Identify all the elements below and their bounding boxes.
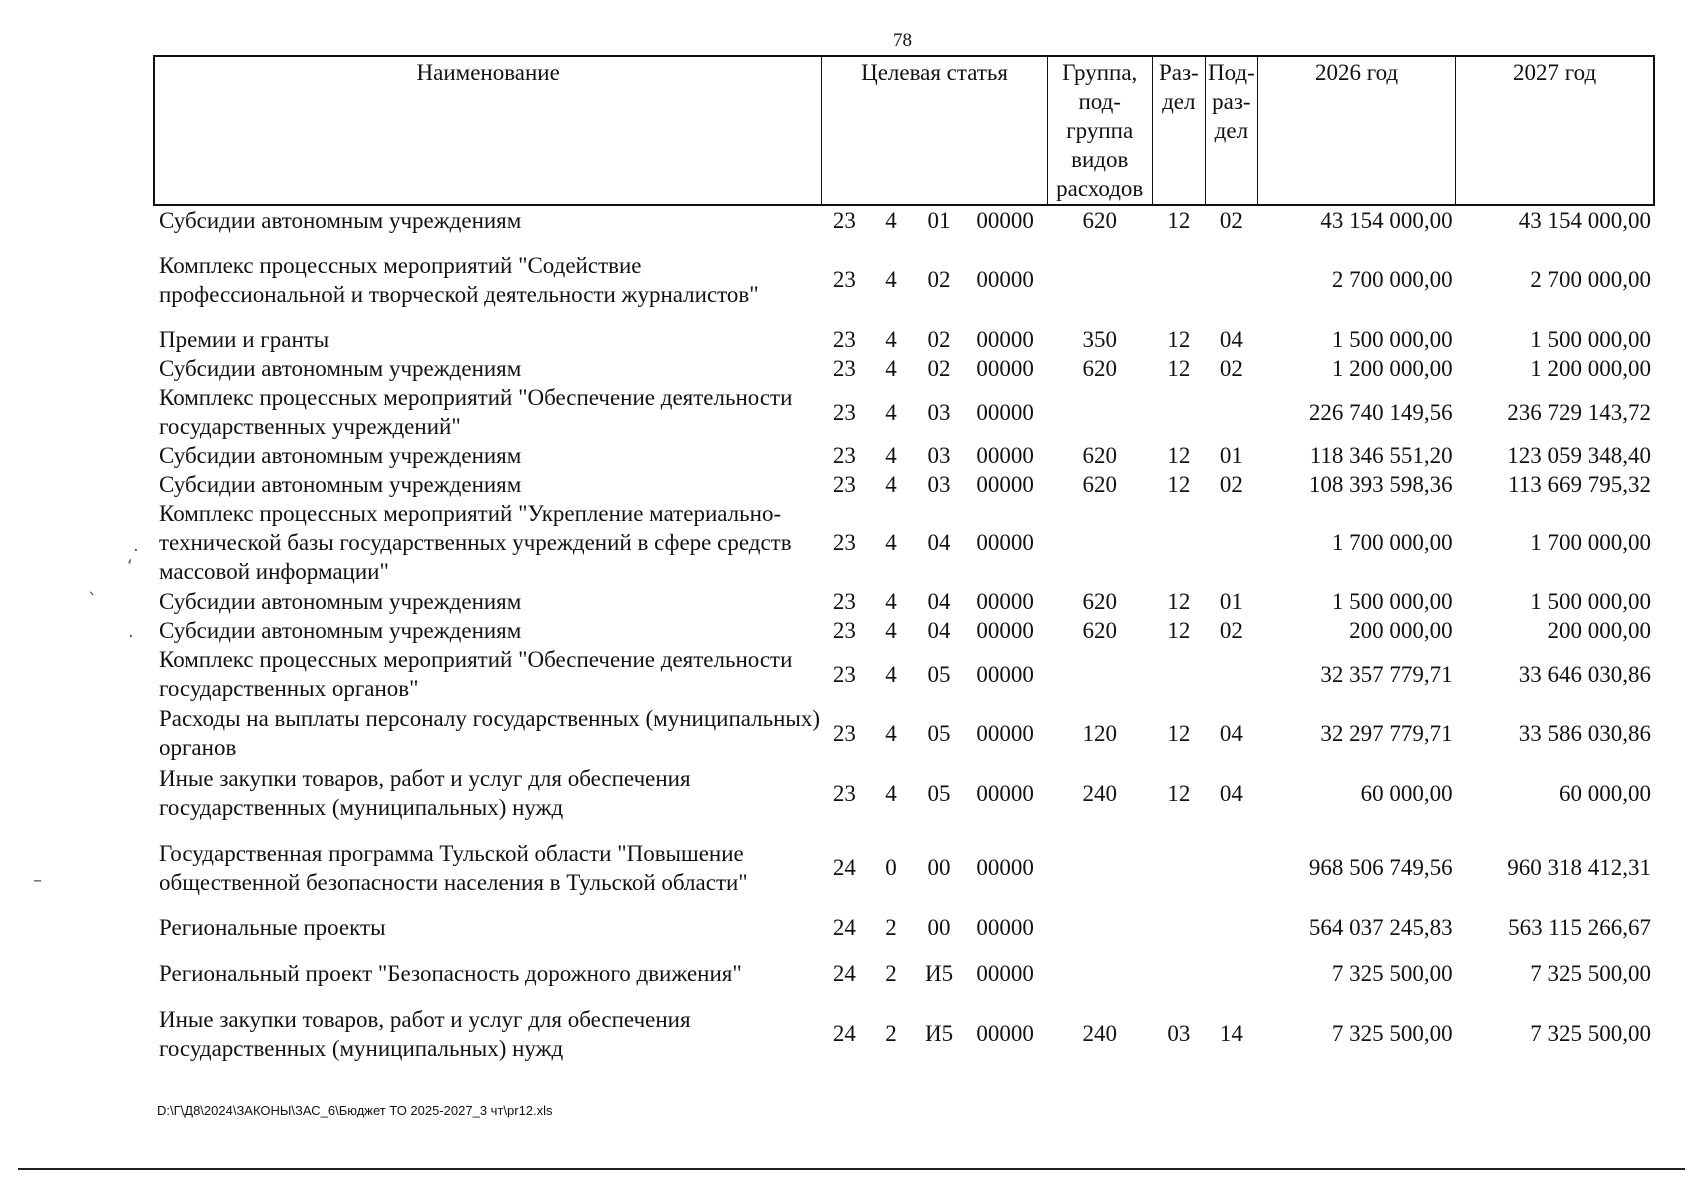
section-cell xyxy=(1152,499,1205,586)
table-row xyxy=(154,324,1654,354)
table-row xyxy=(154,354,1654,383)
expense-group-cell xyxy=(1047,823,1152,912)
row-name: Комплекс процессных мероприятий "Укрепление материально-технической базы государственных учреждений в сфере средств массовой информации" xyxy=(159,501,792,584)
target-code-program: 23 xyxy=(832,472,856,497)
target-code-type: 4 xyxy=(885,399,897,425)
table-row xyxy=(154,703,1654,763)
amount-2027: 2 700 000,00 xyxy=(1530,267,1651,292)
subsection-cell: 04 xyxy=(1219,720,1243,746)
amount-2026: 1 500 000,00 xyxy=(1331,326,1453,352)
table-body xyxy=(154,205,1654,1064)
expense-group-cell: 620 xyxy=(1082,208,1117,233)
amount-2027: 1 700 000,00 xyxy=(1530,530,1651,555)
target-code-complex: 04 xyxy=(927,588,951,614)
amount-2026: 60 000,00 xyxy=(1360,780,1453,806)
amount-2027: 1 500 000,00 xyxy=(1530,588,1651,614)
target-code-complex: 05 xyxy=(927,780,951,806)
target-code-direction: 00000 xyxy=(976,780,1034,806)
section-cell: 12 xyxy=(1167,472,1191,497)
row-name: Государственная программа Тульской области "Повышение общественной безопасности населения в Тульской области" xyxy=(159,840,748,895)
target-code-type: 0 xyxy=(885,855,897,880)
amount-2026: 43 154 000,00 xyxy=(1320,208,1453,233)
row-name: Субсидии автономным учреждениям xyxy=(159,356,522,381)
scan-speck: – xyxy=(33,870,42,891)
expense-group-cell xyxy=(1047,912,1152,943)
target-code-program: 23 xyxy=(832,780,856,806)
target-code-type: 2 xyxy=(885,960,897,986)
subsection-cell xyxy=(1205,235,1257,324)
expense-group-cell: 620 xyxy=(1082,618,1117,643)
section-cell: 12 xyxy=(1167,326,1191,352)
page-number: 78 xyxy=(893,30,912,51)
target-code-direction: 00000 xyxy=(976,960,1034,986)
table-row xyxy=(154,470,1654,499)
target-code-direction: 00000 xyxy=(976,855,1034,880)
file-path-footer: D:\Г\Д8\2024\ЗАКОНЫ\ЗАС_6\Бюджет ТО 2025-2027_3 чт\pr12.xls xyxy=(157,1103,553,1118)
table-row xyxy=(154,441,1654,470)
amount-2026: 108 393 598,36 xyxy=(1308,472,1453,497)
target-code-complex: 02 xyxy=(927,326,951,352)
subsection-cell xyxy=(1205,383,1257,441)
amount-2027: 1 500 000,00 xyxy=(1530,326,1651,352)
subsection-cell: 02 xyxy=(1219,618,1243,643)
target-code-program: 23 xyxy=(832,208,856,233)
expense-group-cell: 240 xyxy=(1082,1021,1117,1046)
target-code-complex: 02 xyxy=(927,267,951,292)
target-code-program: 24 xyxy=(832,960,856,986)
subsection-cell xyxy=(1205,823,1257,912)
table-row xyxy=(154,499,1654,586)
row-name: Региональные проекты xyxy=(159,915,386,940)
subsection-cell xyxy=(1205,912,1257,943)
row-name: Региональный проект "Безопасность дорожного движения" xyxy=(159,960,742,986)
table-row xyxy=(154,823,1654,912)
target-code-direction: 00000 xyxy=(976,1021,1034,1046)
target-code-complex: 04 xyxy=(927,530,951,555)
row-name: Иные закупки товаров, работ и услуг для обеспечения государственных (муниципальных) нужд xyxy=(159,766,691,820)
amount-2027: 33 586 030,86 xyxy=(1518,720,1651,746)
row-name: Субсидии автономным учреждениям xyxy=(159,472,522,497)
subsection-cell: 01 xyxy=(1219,588,1243,614)
target-code-program: 23 xyxy=(832,399,856,425)
table-row xyxy=(154,763,1654,823)
row-name: Комплекс процессных мероприятий "Содействие профессиональной и творческой деятельности журналистов" xyxy=(159,252,759,307)
target-code-type: 4 xyxy=(885,618,897,643)
row-name: Расходы на выплаты персоналу государственных (муниципальных) органов xyxy=(159,706,821,760)
target-code-direction: 00000 xyxy=(976,326,1034,352)
amount-2027: 7 325 500,00 xyxy=(1530,1021,1651,1046)
target-code-complex: 01 xyxy=(927,208,951,233)
target-code-type: 4 xyxy=(885,720,897,746)
target-code-type: 4 xyxy=(885,661,897,687)
table-row xyxy=(154,205,1654,235)
section-cell: 12 xyxy=(1167,356,1191,381)
budget-table xyxy=(153,55,1655,1064)
amount-2026: 564 037 245,83 xyxy=(1308,915,1453,940)
target-code-program: 24 xyxy=(832,915,856,940)
amount-2026: 7 325 500,00 xyxy=(1331,1021,1453,1046)
amount-2026: 1 200 000,00 xyxy=(1331,356,1453,381)
target-code-complex: 00 xyxy=(927,915,951,940)
target-code-type: 2 xyxy=(885,1021,897,1046)
section-cell: 03 xyxy=(1167,1021,1191,1046)
row-name: Премии и гранты xyxy=(159,326,330,352)
amount-2027: 123 059 348,40 xyxy=(1507,443,1651,468)
table-row xyxy=(154,645,1654,703)
section-cell: 12 xyxy=(1167,443,1191,468)
section-cell: 12 xyxy=(1167,780,1191,806)
table-row xyxy=(154,912,1654,943)
section-cell: 12 xyxy=(1167,208,1191,233)
target-code-complex: 00 xyxy=(927,855,951,880)
amount-2027: 60 000,00 xyxy=(1559,780,1651,806)
amount-2027: 113 669 795,32 xyxy=(1508,472,1651,497)
target-code-complex: И5 xyxy=(924,960,954,986)
expense-group-cell: 620 xyxy=(1082,472,1117,497)
amount-2026: 7 325 500,00 xyxy=(1331,960,1453,986)
target-code-program: 23 xyxy=(832,588,856,614)
section-cell xyxy=(1152,235,1205,324)
target-code-complex: 03 xyxy=(927,443,951,468)
row-name: Иные закупки товаров, работ и услуг для обеспечения государственных (муниципальных) нужд xyxy=(159,1006,691,1061)
target-code-direction: 00000 xyxy=(976,443,1034,468)
target-code-program: 23 xyxy=(832,661,856,687)
target-code-program: 23 xyxy=(832,356,856,381)
row-name: Субсидии автономным учреждениям xyxy=(159,618,522,643)
amount-2027: 200 000,00 xyxy=(1547,618,1651,643)
amount-2027: 563 115 266,67 xyxy=(1508,915,1651,940)
target-code-direction: 00000 xyxy=(976,618,1034,643)
subsection-cell: 02 xyxy=(1219,208,1243,233)
table-row xyxy=(154,1003,1654,1064)
amount-2026: 118 346 551,20 xyxy=(1309,443,1453,468)
target-code-type: 4 xyxy=(885,326,897,352)
subsection-cell: 04 xyxy=(1219,326,1243,352)
target-code-type: 2 xyxy=(885,915,897,940)
target-code-complex: 03 xyxy=(927,399,951,425)
header-target-article: Целевая статья xyxy=(822,56,1047,205)
expense-group-cell xyxy=(1047,943,1152,1003)
subsection-cell xyxy=(1205,499,1257,586)
expense-group-cell xyxy=(1047,383,1152,441)
expense-group-cell: 620 xyxy=(1082,588,1117,614)
section-cell: 12 xyxy=(1167,618,1191,643)
target-code-direction: 00000 xyxy=(976,588,1034,614)
row-name: Комплекс процессных мероприятий "Обеспечение деятельности государственных учреждений" xyxy=(159,385,793,439)
header-expense-group: Группа, под-группа видов расходов xyxy=(1047,56,1152,205)
target-code-complex: 05 xyxy=(927,720,951,746)
target-code-complex: И5 xyxy=(924,1021,954,1046)
target-code-type: 4 xyxy=(885,780,897,806)
section-cell xyxy=(1152,383,1205,441)
target-code-direction: 00000 xyxy=(976,720,1034,746)
table-row xyxy=(154,943,1654,1003)
header-name: Наименование xyxy=(154,56,822,205)
section-cell: 12 xyxy=(1167,720,1191,746)
amount-2026: 968 506 749,56 xyxy=(1308,855,1453,880)
table-row xyxy=(154,586,1654,616)
target-code-direction: 00000 xyxy=(976,208,1034,233)
amount-2026: 32 297 779,71 xyxy=(1320,720,1453,746)
target-code-complex: 02 xyxy=(927,356,951,381)
target-code-type: 4 xyxy=(885,356,897,381)
target-code-direction: 00000 xyxy=(976,267,1034,292)
target-code-direction: 00000 xyxy=(976,530,1034,555)
table-header xyxy=(154,56,1654,205)
target-code-complex: 05 xyxy=(927,661,951,687)
expense-group-cell xyxy=(1047,645,1152,703)
expense-group-cell: 240 xyxy=(1082,780,1117,806)
subsection-cell: 02 xyxy=(1219,356,1243,381)
expense-group-cell: 620 xyxy=(1082,443,1117,468)
header-section: Раз-дел xyxy=(1152,56,1205,205)
target-code-type: 4 xyxy=(885,443,897,468)
amount-2027: 43 154 000,00 xyxy=(1518,208,1651,233)
section-cell xyxy=(1152,912,1205,943)
amount-2027: 1 200 000,00 xyxy=(1530,356,1651,381)
table-row xyxy=(154,235,1654,324)
target-code-type: 4 xyxy=(885,267,897,292)
table-row xyxy=(154,383,1654,441)
amount-2027: 33 646 030,86 xyxy=(1518,661,1651,687)
target-code-direction: 00000 xyxy=(976,356,1034,381)
row-name: Субсидии автономным учреждениям xyxy=(159,443,522,468)
header-year-2026: 2026 год xyxy=(1257,56,1455,205)
amount-2026: 32 357 779,71 xyxy=(1320,661,1453,687)
target-code-direction: 00000 xyxy=(976,661,1034,687)
target-code-program: 23 xyxy=(832,267,856,292)
row-name: Субсидии автономным учреждениям xyxy=(159,208,522,233)
target-code-program: 24 xyxy=(832,1021,856,1046)
target-code-program: 23 xyxy=(832,720,856,746)
target-code-type: 4 xyxy=(885,472,897,497)
target-code-type: 4 xyxy=(885,208,897,233)
section-cell: 12 xyxy=(1167,588,1191,614)
target-code-program: 23 xyxy=(832,326,856,352)
bottom-divider xyxy=(18,1168,1685,1170)
header-year-2027: 2027 год xyxy=(1456,56,1654,205)
target-code-direction: 00000 xyxy=(976,472,1034,497)
scan-speck: · xyxy=(128,626,134,647)
amount-2027: 7 325 500,00 xyxy=(1530,960,1651,986)
scan-speck: ˎ xyxy=(88,575,97,596)
amount-2026: 1 700 000,00 xyxy=(1331,530,1453,555)
amount-2027: 960 318 412,31 xyxy=(1507,855,1651,880)
target-code-program: 23 xyxy=(832,443,856,468)
row-name: Комплекс процессных мероприятий "Обеспечение деятельности государственных органов" xyxy=(159,647,793,701)
subsection-cell xyxy=(1205,943,1257,1003)
target-code-direction: 00000 xyxy=(976,399,1034,425)
target-code-type: 4 xyxy=(885,530,897,555)
amount-2026: 226 740 149,56 xyxy=(1308,399,1453,425)
section-cell xyxy=(1152,823,1205,912)
section-cell xyxy=(1152,645,1205,703)
target-code-type: 4 xyxy=(885,588,897,614)
table-row xyxy=(154,616,1654,645)
amount-2026: 1 500 000,00 xyxy=(1331,588,1453,614)
scan-speck: ʻ xyxy=(127,556,133,577)
row-name: Субсидии автономным учреждениям xyxy=(159,588,522,614)
expense-group-cell: 620 xyxy=(1082,356,1117,381)
target-code-direction: 00000 xyxy=(976,915,1034,940)
subsection-cell xyxy=(1205,645,1257,703)
expense-group-cell xyxy=(1047,499,1152,586)
target-code-program: 24 xyxy=(832,855,856,880)
amount-2027: 236 729 143,72 xyxy=(1507,399,1651,425)
amount-2026: 2 700 000,00 xyxy=(1331,267,1453,292)
scan-speck: · xyxy=(133,540,139,561)
section-cell xyxy=(1152,943,1205,1003)
target-code-program: 23 xyxy=(832,618,856,643)
target-code-complex: 03 xyxy=(927,472,951,497)
expense-group-cell xyxy=(1047,235,1152,324)
subsection-cell: 14 xyxy=(1219,1021,1243,1046)
expense-group-cell: 120 xyxy=(1082,720,1117,746)
subsection-cell: 04 xyxy=(1219,780,1243,806)
amount-2026: 200 000,00 xyxy=(1349,618,1453,643)
target-code-complex: 04 xyxy=(927,618,951,643)
expense-group-cell: 350 xyxy=(1082,326,1117,352)
header-subsection: Под-раз-дел xyxy=(1205,56,1257,205)
subsection-cell: 02 xyxy=(1219,472,1243,497)
subsection-cell: 01 xyxy=(1219,443,1243,468)
target-code-program: 23 xyxy=(832,530,856,555)
